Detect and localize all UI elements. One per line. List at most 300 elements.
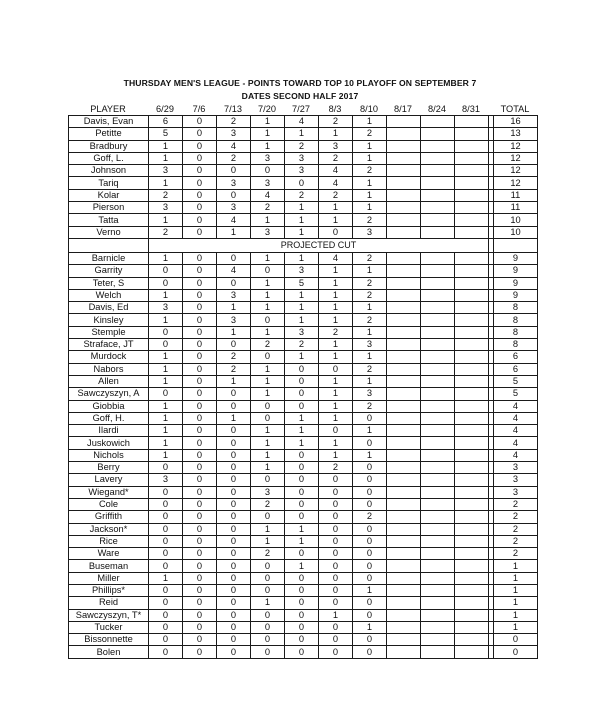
score-cell: 0 <box>285 572 319 584</box>
score-cell: 0 <box>183 412 217 424</box>
total-cell: 1 <box>494 560 538 572</box>
score-cell: 3 <box>285 152 319 164</box>
score-cell: 1 <box>353 152 387 164</box>
total-cell: 11 <box>494 189 538 201</box>
score-cell: 0 <box>353 486 387 498</box>
score-cell: 0 <box>217 609 251 621</box>
score-cell: 1 <box>149 425 183 437</box>
total-cell: 16 <box>494 116 538 128</box>
score-cell: 1 <box>251 116 285 128</box>
sheet-title: THURSDAY MEN'S LEAGUE - POINTS TOWARD TOP 10 PLAYOFF ON SEPTEMBER 7 <box>123 78 477 88</box>
score-cell: 0 <box>285 462 319 474</box>
score-cell: 0 <box>285 548 319 560</box>
score-cell: 0 <box>149 597 183 609</box>
total-cell: 9 <box>494 265 538 277</box>
player-name: Johnson <box>69 165 149 177</box>
table-row <box>69 140 538 152</box>
score-cell <box>455 621 489 633</box>
table-row <box>69 572 538 584</box>
score-cell: 1 <box>285 289 319 301</box>
score-cell: 0 <box>217 523 251 535</box>
total-cell: 4 <box>494 437 538 449</box>
score-cell: 1 <box>149 289 183 301</box>
score-cell: 2 <box>353 289 387 301</box>
player-name: Giobbia <box>69 400 149 412</box>
score-cell <box>421 314 455 326</box>
score-cell: 0 <box>183 572 217 584</box>
player-name: Rice <box>69 535 149 547</box>
score-cell: 1 <box>251 214 285 226</box>
table-row <box>69 560 538 572</box>
table-row <box>69 339 538 351</box>
score-cell: 0 <box>285 400 319 412</box>
score-cell: 0 <box>217 165 251 177</box>
score-cell: 0 <box>149 486 183 498</box>
score-cell: 0 <box>149 265 183 277</box>
score-cell: 0 <box>149 560 183 572</box>
score-cell <box>455 339 489 351</box>
score-cell <box>387 584 421 596</box>
score-cell: 0 <box>251 572 285 584</box>
total-cell: 1 <box>494 621 538 633</box>
player-name: Allen <box>69 375 149 387</box>
score-cell: 0 <box>183 597 217 609</box>
score-cell: 0 <box>319 634 353 646</box>
score-cell: 0 <box>183 474 217 486</box>
score-cell: 0 <box>149 511 183 523</box>
score-cell <box>455 486 489 498</box>
score-cell: 3 <box>217 177 251 189</box>
score-cell: 0 <box>183 486 217 498</box>
table-row <box>69 548 538 560</box>
score-cell: 1 <box>149 214 183 226</box>
score-cell <box>387 474 421 486</box>
score-cell: 0 <box>149 498 183 510</box>
score-cell <box>455 152 489 164</box>
score-cell: 0 <box>251 165 285 177</box>
score-cell: 1 <box>217 375 251 387</box>
score-cell <box>455 646 489 658</box>
score-cell: 1 <box>319 314 353 326</box>
score-cell: 1 <box>319 375 353 387</box>
score-cell <box>455 202 489 214</box>
total-cell: 9 <box>494 277 538 289</box>
total-cell: 1 <box>494 609 538 621</box>
score-cell <box>421 597 455 609</box>
score-cell: 2 <box>285 189 319 201</box>
total-cell: 8 <box>494 302 538 314</box>
score-cell: 3 <box>285 165 319 177</box>
player-name: Wiegand* <box>69 486 149 498</box>
player-name: Davis, Evan <box>69 116 149 128</box>
score-cell: 0 <box>183 277 217 289</box>
table-row <box>69 128 538 140</box>
player-name: Petitte <box>69 128 149 140</box>
score-cell <box>421 165 455 177</box>
table-row <box>69 449 538 461</box>
header-date: 7/27 <box>292 104 310 114</box>
score-cell <box>421 511 455 523</box>
score-cell: 0 <box>183 535 217 547</box>
score-cell <box>455 140 489 152</box>
table-row <box>69 425 538 437</box>
player-name: Sawczyszyn, T* <box>69 609 149 621</box>
score-cell <box>387 302 421 314</box>
score-cell <box>455 498 489 510</box>
player-name: Reid <box>69 597 149 609</box>
score-cell: 1 <box>149 412 183 424</box>
score-cell <box>455 449 489 461</box>
score-cell <box>421 140 455 152</box>
score-cell: 0 <box>217 339 251 351</box>
score-cell: 6 <box>149 116 183 128</box>
total-cell: 4 <box>494 425 538 437</box>
player-name: Teter, S <box>69 277 149 289</box>
score-cell: 0 <box>183 498 217 510</box>
score-cell: 1 <box>353 202 387 214</box>
table-row <box>69 400 538 412</box>
score-cell: 1 <box>217 302 251 314</box>
header-date: 8/3 <box>328 104 342 114</box>
score-cell: 0 <box>149 388 183 400</box>
score-cell: 0 <box>353 646 387 658</box>
score-cell <box>455 609 489 621</box>
score-cell <box>455 400 489 412</box>
score-cell <box>421 214 455 226</box>
score-cell: 5 <box>149 128 183 140</box>
table-row <box>69 646 538 658</box>
score-cell: 1 <box>149 177 183 189</box>
cut-total-blank <box>494 238 538 252</box>
table-row <box>69 634 538 646</box>
score-cell: 1 <box>251 326 285 338</box>
score-cell <box>455 363 489 375</box>
player-name: Jackson* <box>69 523 149 535</box>
score-cell: 1 <box>353 177 387 189</box>
score-cell <box>421 621 455 633</box>
score-cell: 0 <box>353 634 387 646</box>
score-cell <box>387 152 421 164</box>
score-cell <box>455 128 489 140</box>
player-name: Nabors <box>69 363 149 375</box>
table-row <box>69 314 538 326</box>
score-cell: 3 <box>217 202 251 214</box>
score-cell <box>421 375 455 387</box>
score-cell: 1 <box>353 116 387 128</box>
player-name: Cole <box>69 498 149 510</box>
score-cell: 4 <box>319 252 353 264</box>
score-cell: 3 <box>251 226 285 238</box>
score-cell: 0 <box>217 621 251 633</box>
score-cell: 4 <box>319 165 353 177</box>
score-cell <box>455 116 489 128</box>
score-cell <box>455 462 489 474</box>
score-cell <box>455 214 489 226</box>
score-cell: 2 <box>319 152 353 164</box>
score-cell: 0 <box>183 326 217 338</box>
table-row <box>69 584 538 596</box>
score-cell <box>387 140 421 152</box>
score-cell: 1 <box>251 375 285 387</box>
score-cell <box>421 339 455 351</box>
score-cell: 0 <box>149 646 183 658</box>
score-cell: 0 <box>353 523 387 535</box>
score-cell: 2 <box>319 462 353 474</box>
score-cell: 0 <box>285 474 319 486</box>
score-cell: 0 <box>353 609 387 621</box>
score-cell: 3 <box>285 326 319 338</box>
score-cell: 1 <box>353 265 387 277</box>
table-row <box>69 511 538 523</box>
score-cell <box>387 289 421 301</box>
score-cell: 0 <box>319 548 353 560</box>
player-name: Murdock <box>69 351 149 363</box>
total-cell: 10 <box>494 226 538 238</box>
score-cell: 1 <box>251 128 285 140</box>
total-cell: 2 <box>494 535 538 547</box>
score-cell: 1 <box>251 462 285 474</box>
score-cell <box>455 226 489 238</box>
table-row <box>69 277 538 289</box>
score-cell: 0 <box>353 498 387 510</box>
table-row <box>69 363 538 375</box>
score-cell <box>387 375 421 387</box>
score-cell: 2 <box>353 314 387 326</box>
score-cell: 1 <box>353 425 387 437</box>
table-row <box>69 412 538 424</box>
score-cell <box>455 351 489 363</box>
score-cell: 2 <box>353 277 387 289</box>
score-cell: 3 <box>285 265 319 277</box>
score-cell: 0 <box>217 498 251 510</box>
score-cell: 0 <box>353 462 387 474</box>
score-cell: 1 <box>251 388 285 400</box>
score-cell: 0 <box>353 548 387 560</box>
score-cell: 0 <box>149 634 183 646</box>
score-cell <box>455 584 489 596</box>
table-row <box>69 326 538 338</box>
score-cell: 2 <box>353 214 387 226</box>
score-cell <box>455 165 489 177</box>
total-cell: 8 <box>494 326 538 338</box>
score-cell: 1 <box>319 202 353 214</box>
score-cell <box>421 116 455 128</box>
table-row <box>69 202 538 214</box>
score-cell: 1 <box>285 412 319 424</box>
score-cell: 0 <box>183 584 217 596</box>
table-row <box>69 116 538 128</box>
score-cell: 0 <box>251 634 285 646</box>
score-cell <box>421 425 455 437</box>
score-cell: 2 <box>353 363 387 375</box>
score-cell <box>421 535 455 547</box>
total-cell: 4 <box>494 400 538 412</box>
score-cell: 0 <box>353 412 387 424</box>
score-cell: 2 <box>251 339 285 351</box>
score-cell <box>455 572 489 584</box>
score-cell: 0 <box>285 621 319 633</box>
total-cell: 3 <box>494 474 538 486</box>
score-cell: 0 <box>149 326 183 338</box>
score-cell: 1 <box>319 289 353 301</box>
score-cell <box>387 572 421 584</box>
score-cell: 2 <box>217 116 251 128</box>
score-cell: 0 <box>285 511 319 523</box>
score-cell: 1 <box>285 351 319 363</box>
score-cell: 0 <box>217 449 251 461</box>
score-cell: 0 <box>183 609 217 621</box>
score-cell: 3 <box>217 128 251 140</box>
score-cell <box>421 277 455 289</box>
score-cell <box>387 351 421 363</box>
header-date: 7/13 <box>224 104 242 114</box>
score-cell: 0 <box>251 314 285 326</box>
score-cell: 1 <box>217 226 251 238</box>
score-cell: 0 <box>183 302 217 314</box>
projected-cut-label: PROJECTED CUT <box>149 238 489 252</box>
score-cell: 2 <box>353 165 387 177</box>
score-cell: 0 <box>251 511 285 523</box>
score-cell: 1 <box>353 351 387 363</box>
score-cell: 3 <box>353 339 387 351</box>
score-cell: 1 <box>149 449 183 461</box>
score-cell: 1 <box>285 226 319 238</box>
score-cell: 1 <box>149 363 183 375</box>
score-cell: 0 <box>183 560 217 572</box>
total-cell: 12 <box>494 165 538 177</box>
score-cell <box>387 314 421 326</box>
score-cell: 0 <box>285 609 319 621</box>
score-cell: 0 <box>217 584 251 596</box>
player-name: Kolar <box>69 189 149 201</box>
score-cell <box>455 277 489 289</box>
score-cell <box>455 535 489 547</box>
score-cell: 0 <box>217 486 251 498</box>
header-player: PLAYER <box>90 104 126 114</box>
score-cell: 0 <box>285 177 319 189</box>
score-cell <box>421 202 455 214</box>
score-cell: 1 <box>251 140 285 152</box>
score-cell <box>421 128 455 140</box>
score-cell: 1 <box>251 523 285 535</box>
player-name: Welch <box>69 289 149 301</box>
score-cell: 0 <box>319 498 353 510</box>
player-name: Nichols <box>69 449 149 461</box>
score-cell: 3 <box>353 226 387 238</box>
score-cell <box>421 462 455 474</box>
table-row <box>69 214 538 226</box>
score-cell: 0 <box>285 597 319 609</box>
score-cell <box>455 302 489 314</box>
table-row <box>69 437 538 449</box>
score-cell <box>387 339 421 351</box>
score-cell: 0 <box>319 363 353 375</box>
score-cell: 0 <box>319 646 353 658</box>
player-name: Berry <box>69 462 149 474</box>
score-cell: 1 <box>285 314 319 326</box>
score-cell: 1 <box>149 351 183 363</box>
score-cell <box>421 189 455 201</box>
score-cell: 1 <box>251 302 285 314</box>
score-cell: 0 <box>353 572 387 584</box>
score-cell: 0 <box>319 486 353 498</box>
score-cell: 1 <box>217 412 251 424</box>
table-row <box>69 535 538 547</box>
score-cell: 1 <box>319 339 353 351</box>
total-cell: 12 <box>494 152 538 164</box>
score-cell: 0 <box>319 474 353 486</box>
score-cell <box>387 609 421 621</box>
score-cell: 0 <box>319 560 353 572</box>
score-cell: 0 <box>183 646 217 658</box>
score-cell: 2 <box>251 202 285 214</box>
score-cell: 0 <box>183 265 217 277</box>
score-cell: 0 <box>217 474 251 486</box>
score-cell: 0 <box>217 560 251 572</box>
total-cell: 2 <box>494 498 538 510</box>
score-cell <box>421 572 455 584</box>
player-name: Pierson <box>69 202 149 214</box>
score-cell <box>455 511 489 523</box>
score-cell: 0 <box>183 621 217 633</box>
score-cell: 0 <box>285 375 319 387</box>
score-cell: 1 <box>353 375 387 387</box>
score-cell: 1 <box>319 388 353 400</box>
score-cell <box>455 523 489 535</box>
score-cell: 0 <box>251 560 285 572</box>
player-name: Kinsley <box>69 314 149 326</box>
total-cell: 9 <box>494 289 538 301</box>
score-cell: 3 <box>251 152 285 164</box>
score-cell: 1 <box>285 523 319 535</box>
score-cell: 2 <box>319 326 353 338</box>
score-cell <box>387 277 421 289</box>
header-date: 6/29 <box>156 104 174 114</box>
score-cell: 0 <box>183 177 217 189</box>
score-cell: 0 <box>149 462 183 474</box>
table-row <box>69 523 538 535</box>
score-cell: 4 <box>217 140 251 152</box>
score-cell: 1 <box>353 189 387 201</box>
score-cell: 2 <box>285 339 319 351</box>
total-cell: 4 <box>494 412 538 424</box>
score-cell: 4 <box>217 214 251 226</box>
score-cell: 3 <box>149 302 183 314</box>
score-cell <box>387 548 421 560</box>
total-cell: 8 <box>494 339 538 351</box>
score-cell: 0 <box>319 597 353 609</box>
score-cell: 0 <box>285 498 319 510</box>
score-cell: 1 <box>285 535 319 547</box>
player-name: Tatta <box>69 214 149 226</box>
table-row <box>69 621 538 633</box>
score-cell <box>387 462 421 474</box>
score-cell: 2 <box>251 548 285 560</box>
score-cell: 4 <box>285 116 319 128</box>
total-cell: 1 <box>494 584 538 596</box>
score-cell: 2 <box>319 189 353 201</box>
score-cell: 4 <box>319 177 353 189</box>
score-cell: 1 <box>285 302 319 314</box>
player-name: Sawczyszyn, A <box>69 388 149 400</box>
score-cell: 0 <box>183 425 217 437</box>
score-cell: 1 <box>149 252 183 264</box>
total-cell: 2 <box>494 548 538 560</box>
score-cell <box>455 437 489 449</box>
score-cell <box>455 314 489 326</box>
score-cell <box>387 326 421 338</box>
score-cell: 2 <box>353 252 387 264</box>
